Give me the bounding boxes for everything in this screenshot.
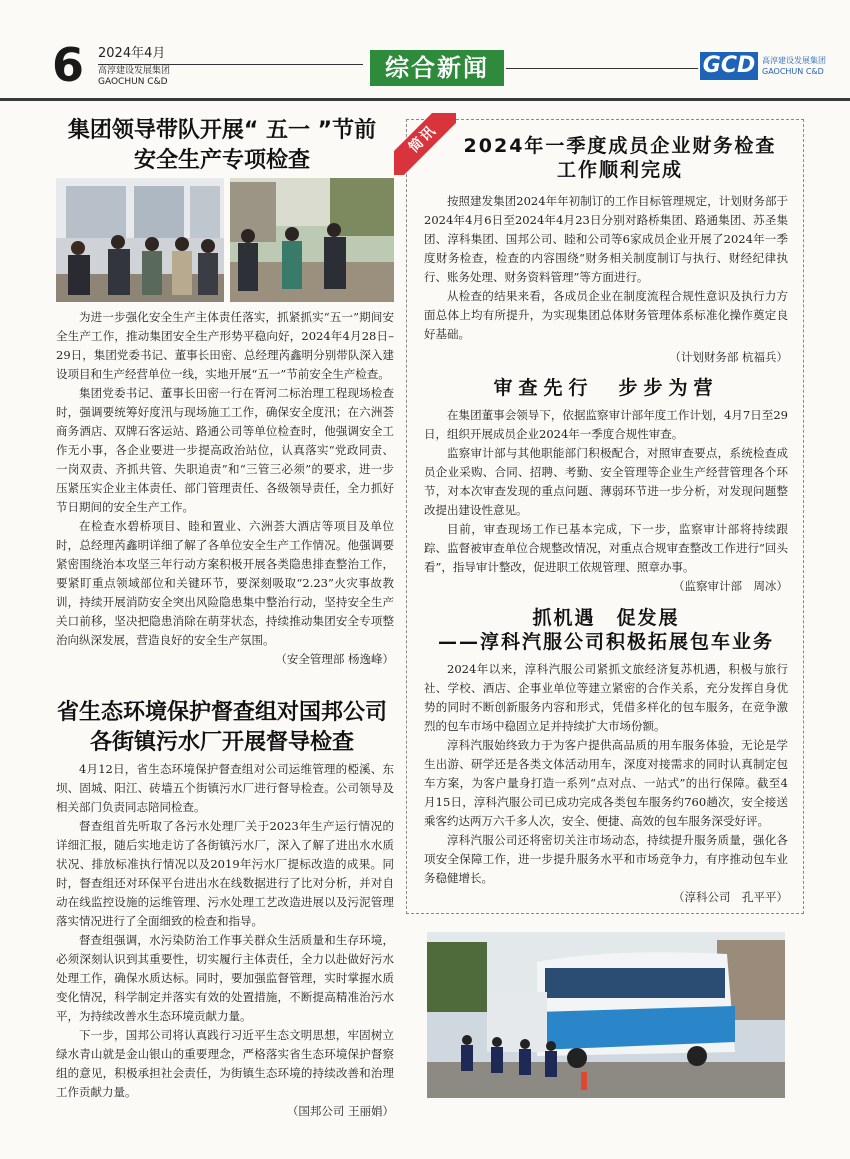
brief1-title-line2: 工作顺利完成 bbox=[556, 159, 683, 181]
brief2-body bbox=[424, 406, 788, 596]
article1-photo-right bbox=[230, 178, 394, 302]
article2-title-line1: 省生态环境保护督查组对国邦公司 bbox=[56, 700, 387, 725]
gcd-logo: GCD bbox=[700, 52, 758, 80]
brief1-title-line1: 2024年一季度成员企业财务检查 bbox=[463, 135, 777, 157]
brief2-title: 审查先行 步步为营 bbox=[493, 377, 719, 399]
brief1-body bbox=[424, 192, 788, 367]
brief1-paragraph: 从检查的结果来看，各成员企业在制度流程合规性意识及执行力方面总体上均有所提升，为实现集团总体财务管理体系标准化操作奠定良好基础。 bbox=[424, 289, 788, 341]
article2-paragraph: 4月12日，省生态环境保护督查组对公司运维管理的椏溪、东坝、固城、阳江、砖墙五个街镇污水厂进行督导检查。公司领导及相关部门负责同志陪同检查。 bbox=[56, 762, 394, 814]
article2-paragraph: 督查组强调，水污染防治工作事关群众生活质量和生存环境，必须深刻认识到其重要性，切实履行主体责任，全力以赴做好污水处理工作，确保水质达标。同时，要加强监督管理，实时掌握水质变化情况，科学制定并落实有效的处置措施，不断提高精准治污水平，为持续改善水生态环境贡献力量。 bbox=[56, 933, 394, 1023]
brief2-paragraph: 目前，审查现场工作已基本完成，下一步，监察审计部将持续跟踪、监督被审查单位合规整改情况，对重点合规审查整改工作进行“回头看”，指导审计整改，促进职工依规管理、照章办事。 bbox=[424, 522, 788, 574]
article2-title-line2: 各街镇污水厂开展督导检查 bbox=[89, 730, 354, 755]
article2-signature: （国邦公司 王丽娟） bbox=[286, 1104, 394, 1118]
publisher-en: GAOCHUN C&D bbox=[98, 77, 168, 87]
header-rule bbox=[98, 64, 363, 65]
brief3-paragraph: 淳科汽服始终致力于为客户提供高品质的用车服务体验，无论是学生出游、研学还是各类文体活动用车，深度对接需求的同时认真制定包车方案，为客户量身打造一系列“点对点、一站式”的出行保障。截至4月15日，淳科汽服公司已成功完成各类包车服务约760趟次，安全接送乘客约达两万六千多人次，安全、便捷、高效的包车服务深受好评。 bbox=[424, 738, 788, 828]
article1-body bbox=[56, 308, 394, 669]
header-divider bbox=[0, 98, 850, 101]
publisher-cn: 高淳建设发展集团 bbox=[98, 66, 171, 76]
article1-title-line2: 安全生产专项检查 bbox=[133, 148, 310, 173]
brief1-signature: （计划财务部 杭福兵） bbox=[669, 350, 788, 364]
header-rule-right bbox=[506, 68, 698, 69]
brief3-title-line2: ——淳科汽服公司积极拓展包车业务 bbox=[437, 631, 774, 653]
issue-date: 2024年4月 bbox=[98, 46, 166, 61]
brief3-title bbox=[424, 606, 788, 654]
page-number: 6 bbox=[52, 38, 85, 92]
article2-paragraph: 下一步，国邦公司将认真践行习近平生态文明思想，牢固树立绿水青山就是金山银山的重要理念，严格落实省生态环境保护督察组的意见，积极承担社会责任，为街镇生态环境的持续改善和治理工作贡献力量。 bbox=[56, 1028, 394, 1099]
brief3-paragraph: 2024年以来，淳科汽服公司紧抓文旅经济复苏机遇，积极与旅行社、学校、酒店、企事业单位等建立紧密的合作关系，充分发挥自身优势的同时不断创新服务内容和形式，凭借多样化的包车服务，在竞争激烈的包车市场中稳固立足并持续扩大市场份额。 bbox=[424, 662, 788, 733]
article1-signature: （安全管理部 杨逸峰） bbox=[275, 652, 394, 666]
brief3-title-line1: 抓机遇 促发展 bbox=[532, 607, 680, 629]
article1-paragraph: 在检查水碧桥项目、睦和置业、六洲荟大酒店等项目及单位时，总经理芮鑫明详细了解了各单位安全生产工作情况。他强调要紧密围绕治本攻坚三年行动方案积极开展各类隐患排查整治工作，要紧盯重点领域部位和关键环节，要深刻吸取“2.23”火灾事故教训，持续开展消防安全突出风险隐患集中整治行动，坚持安全生产关口前移，坚决把隐患消除在萌芽状态，持续推动集团安全专项整治向纵深发展，营造良好的安全生产氛围。 bbox=[56, 519, 394, 647]
brief2-signature: （监察审计部 周冰） bbox=[673, 579, 788, 593]
logo-text-cn: 高淳建设发展集团 bbox=[762, 56, 826, 65]
section-title: 综合新闻 bbox=[370, 50, 504, 86]
brief2-paragraph: 在集团董事会领导下，依据监察审计部年度工作计划，4月7日至29日，组织开展成员企业2024年一季度合规性审查。 bbox=[424, 408, 788, 441]
article2-title bbox=[52, 698, 392, 758]
brief3-body bbox=[424, 660, 788, 907]
bus-photo bbox=[427, 932, 785, 1098]
brief1-title bbox=[440, 134, 800, 182]
article1-photo-left bbox=[56, 178, 224, 302]
article2-body bbox=[56, 760, 394, 1121]
brief-ribbon-label: 简讯 bbox=[394, 113, 456, 175]
article1-paragraph: 集团党委书记、董事长田密一行在胥河二标治理工程现场检查时，强调要统筹好度汛与现场施工工作，确保安全度汛；在六洲荟商务酒店、双牌石客运站、路通公司等单位检查时，他强调安全工作无小事，各企业要进一步提高政治站位，认真落实“党政同责、一岗双责、齐抓共管、失职追责”和“三管三必须”的要求，进一步压紧压实企业主体责任、部门管理责任、各级领导责任，全力抓好节日期间的安全生产工作。 bbox=[56, 386, 394, 514]
article1-title bbox=[52, 116, 392, 176]
brief1-paragraph: 按照建发集团2024年年初制订的工作目标管理规定，计划财务部于2024年4月6日至2024年4月23日分别对路桥集团、路通集团、苏圣集团、淳科集团、国邦公司、睦和公司等6家成员企业开展了2024年一季度财务检查，检查的内容围绕“财务相关制度制订与执行、财经纪律执行、账务处理、财务资料管理”等方面进行。 bbox=[424, 194, 788, 284]
article2-paragraph: 督查组首先听取了各污水处理厂关于2023年生产运行情况的详细汇报，随后实地走访了各街镇污水厂，深入了解了进出水水质状况、排放标准执行情况以及2019年污水厂提标改造的成果。同时，督查组还对环保平台进出水在线数据进行了比对分析，并对自动在线监控设施的运维管理、污水处理工艺改造进展以及污泥管理落实情况进行了全面细致的检查和指导。 bbox=[56, 819, 394, 928]
logo-text-en: GAOCHUN C&D bbox=[762, 67, 824, 76]
article1-title-line1: 集团领导带队开展“ 五一 ”节前 bbox=[67, 118, 377, 143]
brief2-paragraph: 监察审计部与其他职能部门积极配合，对照审查要点，系统检查成员企业采购、合同、招聘、考勤、安全管理等企业生产经营管理各个环节，对本次审查发现的重点问题、薄弱环节进一步分析，对发现问题整改提出建设性意见。 bbox=[424, 446, 788, 517]
brief3-signature: （淳科公司 孔平平） bbox=[673, 890, 788, 904]
brief3-paragraph: 淳科汽服公司还将密切关注市场动态，持续提升服务质量，强化各项安全保障工作，进一步提升服务水平和市场竞争力，有序推动包车业务稳健增长。 bbox=[424, 833, 788, 885]
article1-paragraph: 为进一步强化安全生产主体责任落实，抓紧抓实“五一”期间安全生产工作，推动集团安全生产形势平稳向好，2024年4月28日–29日，集团党委书记、董事长田密、总经理芮鑫明分别带队深入建设项目和生产经营单位一线，实地开展“五一”节前安全生产检查。 bbox=[56, 310, 394, 381]
